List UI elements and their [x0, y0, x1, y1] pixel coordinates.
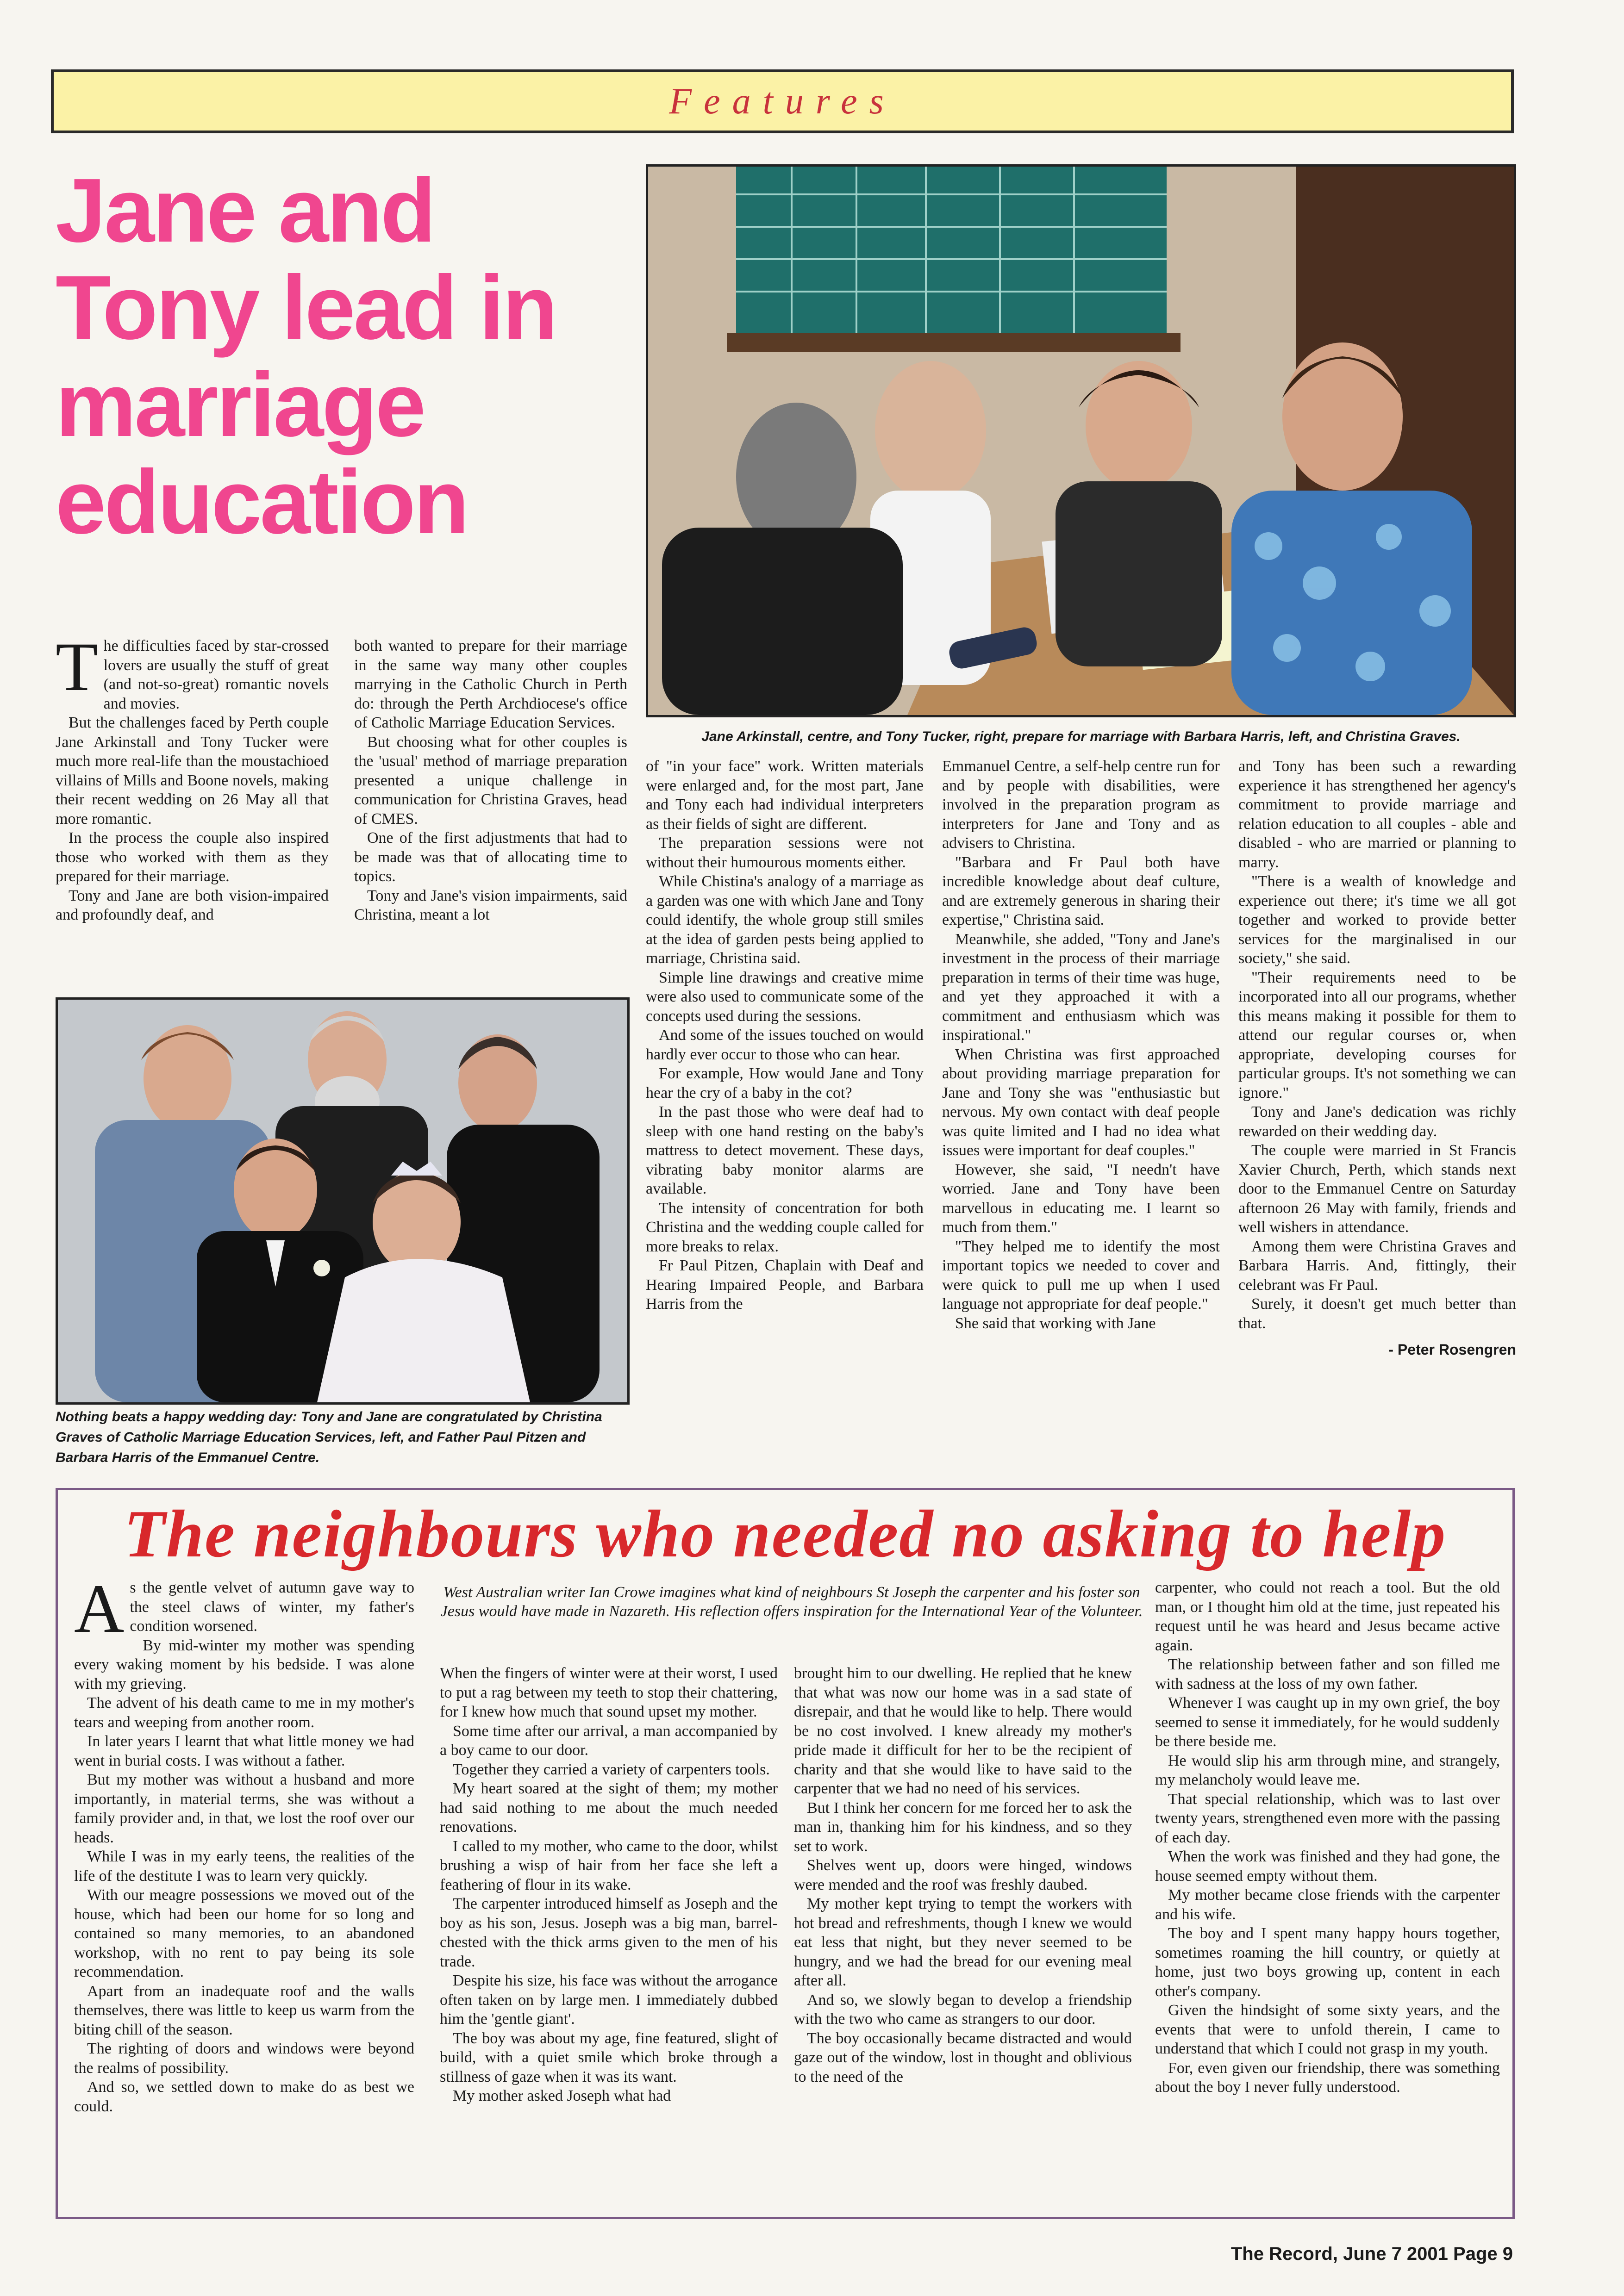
article1-col3-p6: For example, How would Jane and Tony hear the cry of a baby in the cot? — [646, 1065, 924, 1101]
article1-col3-p1: of "in your face" work. Written materials were enlarged and, for the most part, Jane and Tony each had individual interpreters as their fields of sight are different. — [646, 758, 924, 833]
dropcap-a: A — [74, 1570, 125, 1647]
article2-col4-p3: Whenever I was caught up in my own grief, the boy seemed to sense it immediately, for he would suddenly be there beside me. — [1155, 1694, 1500, 1750]
article1-column-5 — [1238, 757, 1516, 1360]
article2-col3-p5: And so, we slowly began to develop a friendship with the two who came as strangers to our door. — [794, 1991, 1132, 2028]
article2-col2-p4: My heart soared at the sight of them; my mother had said nothing to me about the much needed renovations. — [440, 1780, 778, 1836]
article2-col1-p6: While I was in my early teens, the realities of the life of the destitute I was to learn very quickly. — [74, 1848, 414, 1885]
article1-col4-p4: When Christina was first approached about providing marriage preparation for Jane and Tony she was "enthusiastic but nervous. My own contact with deaf people was quite limited and I had no idea what issues were important for deaf couples." — [942, 1045, 1220, 1159]
article2-col1-p5: But my mother was without a husband and more importantly, in material terms, she was without a family provider and, in that, we lost the roof over our heads. — [74, 1771, 414, 1846]
article1-col4-p7: She said that working with Jane — [955, 1314, 1156, 1332]
article1-column-4 — [942, 757, 1220, 1333]
article1-col5-p7: Surely, it doesn't get much better than that. — [1238, 1295, 1516, 1332]
article2-col3-p4: My mother kept trying to tempt the workers with hot bread and refreshments, though I knew we would eat less that night, but they never seemed to be hungry, and we had the bread for our evening meal after all. — [794, 1895, 1132, 1989]
article1-col4-p3: Meanwhile, she added, "Tony and Jane's investment in the process of their marriage preparation in terms of their time was huge, and yet they approached it with a commitment and enthusiasm which was inspirational." — [942, 930, 1220, 1044]
article1-col4-p6: "They helped me to identify the most important topics we needed to cover and were quick to pull me up when I used language not appropriate for deaf people." — [942, 1238, 1220, 1313]
article2-col1-p9: The righting of doors and windows were beyond the realms of possibility. — [74, 2040, 414, 2077]
article1-col5-p4: Tony and Jane's dedication was richly rewarded on their wedding day. — [1238, 1103, 1516, 1140]
article2-column-4 — [1155, 1578, 1500, 2097]
article1-col5-p2: "There is a wealth of knowledge and experience out there; it's time we all got together and worked to provide better services for the marginalised in our society," she said. — [1238, 873, 1516, 967]
article1-col2-p3: One of the first adjustments that had to be made was that of allocating time to topics. — [354, 829, 627, 885]
article1-col5-p6: Among them were Christina Graves and Barbara Harris. And, fittingly, their celebrant was Fr Paul. — [1238, 1238, 1516, 1294]
article2-column-3 — [794, 1664, 1132, 2086]
article2-col1-p10: And so, we settled down to make do as best we could. — [74, 2078, 414, 2115]
photo2-illustration — [58, 1000, 627, 1402]
article2-column-2 — [440, 1664, 778, 2106]
article2-col2-p6: The carpenter introduced himself as Joseph and the boy as his son, Jesus. Joseph was a big man, barrel-chested with the thick arms given to the men of his trade. — [440, 1895, 778, 1970]
article1-byline: - Peter Rosengren — [1388, 1341, 1516, 1358]
photo2-caption: Nothing beats a happy wedding day: Tony and Jane are congratulated by Christina Graves of Catholic Marriage Education Services, left, and Father Paul Pitzen and Barbara Harris of the Emmanuel Centre. — [56, 1409, 602, 1465]
article2-col3-p1: brought him to our dwelling. He replied that he knew that what was now our home was in a sad state of disrepair, and that he would like to help. There would be no cost involved. I knew already my mother's pride made it difficult for her to be the recipient of charity and that she would like to have said to the carpenter that we had no need of his services. — [794, 1665, 1132, 1797]
article1-col4-p5: However, she said, "I needn't have worried. Jane and Tony have been marvellous in educating me. I learnt so much from them." — [942, 1161, 1220, 1236]
article2-col4-p9: Given the hindsight of some sixty years, and the events that were to unfold therein, I came to understand that which I could not grasp in my youth. — [1155, 2002, 1500, 2057]
article1-col5-p5: The couple were married in St Francis Xavier Church, Perth, which stands next door to the Emmanuel Centre on Saturday afternoon 26 May with family, friends and well wishers in attendance. — [1238, 1142, 1516, 1236]
article1-col4-p1: Emmanuel Centre, a self-help centre run for and by people with disabilities, were involved in the preparation program as interpreters for Jane and Tony and as advisers to Christina. — [942, 758, 1220, 852]
article1-col3-p9: Fr Paul Pitzen, Chaplain with Deaf and Hearing Impaired People, and Barbara Harris from the — [646, 1257, 924, 1313]
article1-col3-p5: And some of the issues touched on would hardly ever occur to those who can hear. — [646, 1027, 924, 1063]
article2-col3-p3: Shelves went up, doors were hinged, windows were mended and the roof was freshly daubed. — [794, 1857, 1132, 1893]
photo-wedding-day — [56, 997, 630, 1405]
article2-col2-p3: Together they carried a variety of carpenters tools. — [453, 1761, 770, 1778]
article1-col3-p7: In the past those who were deaf had to sleep with one hand resting on the baby's mattress to detect movement. These days, vibrating baby monitor alarms are available. — [646, 1103, 924, 1197]
article1-col5-p3: "Their requirements need to be incorporated into all our programs, whether this means making it possible for them to attend our regular courses or, when appropriate, developing courses for particular groups. It's not something we can ignore." — [1238, 969, 1516, 1101]
article2-col4-p1: carpenter, who could not reach a tool. But the old man, or I thought him old at the time, just repeated his request until he was heard and Jesus became active again. — [1155, 1579, 1500, 1654]
article2-col1-p3: The advent of his death came to me in my mother's tears and weeping from another room. — [74, 1694, 414, 1731]
article1-col1-p4: Tony and Jane are both vision-impaired and profoundly deaf, and — [56, 887, 329, 923]
article1-column-1 — [56, 628, 329, 925]
article2-col2-p8: The boy was about my age, fine featured, slight of build, with a quiet smile which broke through a stillness of gaze when it was its want. — [440, 2029, 778, 2085]
article1-col1-p1: he difficulties faced by star-crossed lovers are usually the stuff of great (and not-so-great) romantic novels and movies. — [103, 637, 329, 712]
article2-col1-p8: Apart from an inadequate roof and the walls themselves, there was little to keep us warm from the biting chill of the season. — [74, 1982, 414, 2038]
photo-marriage-preparation — [646, 164, 1516, 717]
photo1-illustration — [648, 167, 1514, 715]
article2-col2-p9: My mother asked Joseph what had — [453, 2087, 671, 2104]
article1-col4-p2: "Barbara and Fr Paul both have incredible knowledge about deaf culture, and are extremely generous in sharing their expertise," Christina said. — [942, 853, 1220, 928]
article1-headline: Jane and Tony lead in marriage education — [56, 160, 556, 553]
article1-col2-p2: But choosing what for other couples is the 'usual' method of marriage preparation presented a unique challenge in communication for Christina Graves, head of CMES. — [354, 733, 627, 828]
article1-col3-p4: Simple line drawings and creative mime were also used to communicate some of the concepts used during the sessions. — [646, 969, 924, 1025]
article2-col2-p5: I called to my mother, who came to the door, whilst brushing a wisp of hair from her face she left a feathering of flour in its wake. — [440, 1837, 778, 1893]
article2-col4-p8: The boy and I spent many happy hours together, sometimes roaming the hill country, or quietly at home, just two boys growing up, content in each other's company. — [1155, 1925, 1500, 2000]
article2-column-1 — [74, 1570, 414, 2116]
dropcap-t: T — [56, 628, 98, 705]
article2-col4-p2: The relationship between father and son filled me with sadness at the loss of my own father. — [1155, 1656, 1500, 1692]
article2-intro: West Australian writer Ian Crowe imagines what kind of neighbours St Joseph the carpenter and his foster son Jesus would have made in Nazareth. His reflection offers inspiration for the International Year of the Volunteer. — [440, 1584, 1143, 1620]
article2-col3-p6: The boy occasionally became distracted and would gaze out of the window, lost in thought and oblivious to the need of the — [794, 2029, 1132, 2085]
article1-col2-p4: Tony and Jane's vision impairments, said Christina, meant a lot — [354, 887, 627, 923]
article1-column-2 — [354, 636, 627, 925]
article1-col2-p1: both wanted to prepare for their marriage in the same way many other couples marrying in the Catholic Church in Perth do: through the Perth Archdiocese's office of Catholic Marriage Education Services. — [354, 637, 627, 731]
article1-col1-p3: In the process the couple also inspired those who worked with them as they prepared for their marriage. — [56, 829, 329, 885]
article2-col2-p2: Some time after our arrival, a man accompanied by a boy came to our door. — [440, 1722, 778, 1759]
section-label: Features — [669, 81, 896, 122]
article1-col1-p2: But the challenges faced by Perth couple Jane Arkinstall and Tony Tucker were much more real-life than the moustachioed villains of Mills and Boone novels, making their recent wedding on 26 May all that more romantic. — [56, 714, 329, 828]
article2-headline: The neighbours who needed no asking to help — [124, 1496, 1447, 1571]
article1-column-3 — [646, 757, 924, 1314]
article2-col4-p10: For, even given our friendship, there was something about the boy I never fully understood. — [1155, 2059, 1500, 2096]
article2-col1-p4: In later years I learnt that what little money we had went in burial costs. I was without a father. — [74, 1733, 414, 1769]
article2-col1-p1: s the gentle velvet of autumn gave way to the steel claws of winter, my father's condition worsened. — [130, 1579, 414, 1635]
article1-col3-p3: While Chistina's analogy of a marriage as a garden was one with which Jane and Tony could identify, the whole group still smiles at the idea of garden pests being applied to marriage, Christina said. — [646, 873, 924, 967]
photo1-caption: Jane Arkinstall, centre, and Tony Tucker, right, prepare for marriage with Barbara Harris, left, and Christina Graves. — [701, 729, 1461, 744]
article2-col2-p1: When the fingers of winter were at their worst, I used to put a rag between my teeth to stop their chattering, for I knew how much that sound upset my mother. — [440, 1665, 778, 1720]
article2-col1-p7: With our meagre possessions we moved out of the house, which had been our home for so long and contained so many memories, to an abandoned workshop, with no rent to pay being its sole recommendation. — [74, 1886, 414, 1980]
article2-col4-p6: When the work was finished and they had gone, the house seemed empty without them. — [1155, 1848, 1500, 1885]
page-footer: The Record, June 7 2001 Page 9 — [1230, 2244, 1513, 2264]
article2-col1-p2: By mid-winter my mother was spending every waking moment by his bedside. I was alone with my grieving. — [74, 1636, 414, 1692]
article2-col4-p4: He would slip his arm through mine, and strangely, my melancholy would leave me. — [1155, 1752, 1500, 1788]
article2-col4-p5: That special relationship, which was to last over twenty years, strengthened even more with the passing of each day. — [1155, 1790, 1500, 1846]
article1-col3-p8: The intensity of concentration for both Christina and the wedding couple called for more breaks to relax. — [646, 1199, 924, 1255]
article1-col3-p2: The preparation sessions were not without their humourous moments either. — [646, 834, 924, 871]
section-banner — [51, 69, 1514, 133]
article2-col4-p7: My mother became close friends with the carpenter and his wife. — [1155, 1886, 1500, 1923]
article2-col2-p7: Despite his size, his face was without the arrogance often taken on by large men. I immediately dubbed him the 'gentle giant'. — [440, 1972, 778, 2028]
article2-col3-p2: But I think her concern for me forced her to ask the man in, thanking him for his kindness, and so they set to work. — [794, 1799, 1132, 1855]
article1-col5-p1: and Tony has been such a rewarding experience it has strengthened her agency's commitment to provide marriage and relation education to all couples - able and disabled - who are married or planning to marry. — [1238, 758, 1516, 871]
